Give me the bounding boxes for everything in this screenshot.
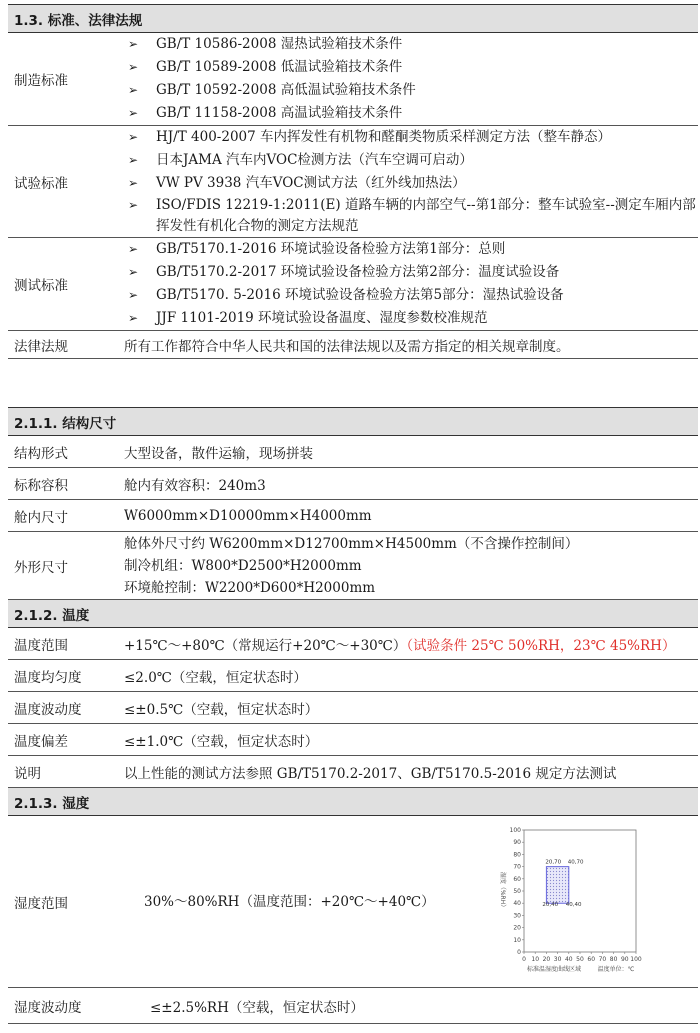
temp-uniformity-value: ≤2.0℃（空载，恒定状态时）	[118, 660, 698, 692]
arrow-bullet-icon: ➢	[128, 130, 139, 144]
x-tick-label: 30	[553, 956, 562, 963]
row-label-test: 试验标准	[8, 126, 118, 238]
arrow-bullet-icon: ➢	[128, 311, 139, 325]
row-label-temp-fluctuation: 温度波动度	[8, 692, 118, 724]
arrow-bullet-icon: ➢	[128, 242, 139, 256]
humidity-range-value: 30%～80%RH（温度范围：+20℃～+40℃）	[144, 894, 435, 910]
row-label-manufacturing: 制造标准	[8, 33, 118, 126]
arrow-bullet-icon: ➢	[128, 37, 139, 51]
row-label-law: 法律法规	[8, 331, 118, 359]
row-label-temp-range: 温度范围	[8, 628, 118, 660]
arrow-bullet-icon: ➢	[128, 106, 139, 120]
arrow-bullet-icon: ➢	[128, 60, 139, 74]
x-tick-label: 20	[542, 956, 551, 963]
list-item: ➢ GB/T 11158-2008 高温试验箱技术条件	[124, 102, 698, 125]
refrigeration-unit-line: 制冷机组：W800*D2500*H2000mm	[124, 557, 362, 574]
corner-label: 20,70	[545, 859, 562, 866]
humidity-range-chart	[492, 822, 662, 982]
list-item: ➢ GB/T5170.2-2017 环境试验设备检验方法第2部分：温度试验设备	[124, 261, 698, 284]
humidity-region	[546, 867, 568, 904]
x-tick-label: 60	[587, 956, 596, 963]
y-tick-label: 30	[513, 912, 521, 920]
arrow-bullet-icon: ➢	[128, 83, 139, 97]
list-item: ➢ 日本JAMA 汽车内VOC检测方法（汽车空调可启动）	[124, 149, 698, 172]
list-item: ➢ GB/T5170.1-2016 环境试验设备检验方法第1部分：总则	[124, 238, 698, 261]
list-manufacturing-standards	[124, 33, 698, 125]
list-item: ➢ VW PV 3938 汽车VOC测试方法（红外线加热法）	[124, 172, 698, 195]
x-axis-unit: 温度单位：℃	[597, 966, 635, 973]
arrow-bullet-icon: ➢	[128, 288, 139, 302]
x-tick-label: 100	[630, 956, 642, 963]
arrow-bullet-icon: ➢	[128, 198, 139, 212]
arrow-bullet-icon: ➢	[128, 265, 139, 279]
row-label-testing: 测试标准	[8, 238, 118, 331]
row-label-temp-uniformity: 温度均匀度	[8, 660, 118, 692]
y-tick-label: 10	[513, 936, 521, 944]
list-item: ➢ HJ/T 400-2007 车内挥发性有机物和醛酮类物质采样测定方法（整车静态）	[124, 126, 698, 149]
x-tick-label: 80	[609, 956, 618, 963]
note-value: 以上性能的测试方法参照 GB/T5170.2-2017、GB/T5170.5-2016 规定方法测试	[118, 756, 698, 788]
structure-value: 大型设备，散件运输，现场拼装	[118, 436, 698, 468]
list-item: ➢ GB/T5170. 5-2016 环境试验设备检验方法第5部分：湿热试验设备	[124, 284, 698, 307]
y-tick-label: 70	[513, 863, 521, 871]
chart-plot-frame	[524, 830, 636, 952]
x-tick-label: 70	[598, 956, 607, 963]
y-tick-label: 0	[517, 949, 521, 956]
row-label-volume: 标称容积	[8, 468, 118, 500]
outer-size-line: 舱体外尺寸约 W6200mm×D12700mm×H4500mm（不含操作控制间）	[124, 535, 579, 552]
corner-label: 20,40	[542, 902, 559, 909]
y-tick-label: 90	[513, 839, 521, 847]
x-tick-label: 40	[564, 956, 573, 963]
list-item: ➢ GB/T 10589-2008 低温试验箱技术条件	[124, 56, 698, 79]
inner-size-value: W6000mm×D10000mm×H4000mm	[118, 500, 698, 532]
humidity-fluctuation-value: ≤±2.5%RH（空载，恒定状态时）	[150, 999, 364, 1016]
y-tick-label: 20	[513, 924, 521, 932]
section-title-1-3: 1.3. 标准、法律法规	[8, 5, 698, 33]
list-test-standards	[124, 126, 698, 237]
y-axis-label: 湿度（%RH）	[499, 871, 506, 911]
x-tick-label: 50	[576, 956, 584, 963]
law-text: 所有工作都符合中华人民共和国的法律法规以及需方指定的相关规章制度。	[118, 331, 698, 359]
row-label-structure: 结构形式	[8, 436, 118, 468]
x-tick-label: 0	[522, 956, 526, 963]
y-tick-label: 40	[513, 900, 521, 908]
row-label-humidity-fluctuation: 湿度波动度	[8, 988, 118, 1024]
temp-range-value: +15℃～+80℃（常规运行+20℃～+30℃）（试验条件 25℃ 50%RH，23℃ 45%RH）	[118, 628, 698, 660]
section-title-2-1-2: 2.1.2. 温度	[8, 600, 698, 628]
section-title-2-1-1: 2.1.1. 结构尺寸	[8, 408, 698, 436]
x-tick-label: 10	[531, 956, 540, 963]
list-item: ➢ GB/T 10592-2008 高低温试验箱技术条件	[124, 79, 698, 102]
list-item: ➢ ISO/FDIS 12219-1:2011(E) 道路车辆的内部空气--第1部分：整车试验室--测定车厢内部挥发性有机化合物的测定方法规范	[128, 197, 696, 234]
y-tick-label: 50	[513, 888, 521, 895]
row-label-outer-size: 外形尺寸	[8, 532, 118, 600]
corner-label: 40,70	[567, 859, 584, 866]
row-label-inner-size: 舱内尺寸	[8, 500, 118, 532]
list-item: ➢ GB/T 10586-2008 湿热试验箱技术条件	[124, 33, 698, 56]
temp-deviation-value: ≤±1.0℃（空载，恒定状态时）	[118, 724, 698, 756]
row-label-humidity-range: 湿度范围	[8, 816, 118, 988]
x-axis-caption: 标准温湿度曲线区域	[526, 966, 582, 973]
test-condition-note: （试验条件 25℃ 50%RH，23℃ 45%RH）	[406, 637, 676, 654]
list-item: ➢ JJF 1101-2019 环境试验设备温度、湿度参数校准规范	[124, 307, 698, 330]
section-title-2-1-3: 2.1.3. 湿度	[8, 788, 698, 816]
x-tick-label: 90	[620, 956, 629, 963]
standards-table	[8, 4, 698, 359]
specs-table	[8, 407, 698, 1024]
control-unit-line: 环境舱控制：W2200*D600*H2000mm	[124, 579, 376, 596]
row-label-temp-deviation: 温度偏差	[8, 724, 118, 756]
temp-fluctuation-value: ≤±0.5℃（空载，恒定状态时）	[118, 692, 698, 724]
volume-value: 舱内有效容积：240m3	[118, 468, 698, 500]
y-tick-label: 80	[513, 851, 521, 859]
y-tick-label: 60	[513, 875, 521, 883]
arrow-bullet-icon: ➢	[128, 153, 139, 167]
row-label-note: 说明	[8, 756, 118, 788]
arrow-bullet-icon: ➢	[128, 176, 139, 190]
y-tick-label: 100	[509, 827, 521, 834]
corner-label: 40,40	[565, 902, 582, 909]
list-testing-standards	[124, 238, 698, 330]
